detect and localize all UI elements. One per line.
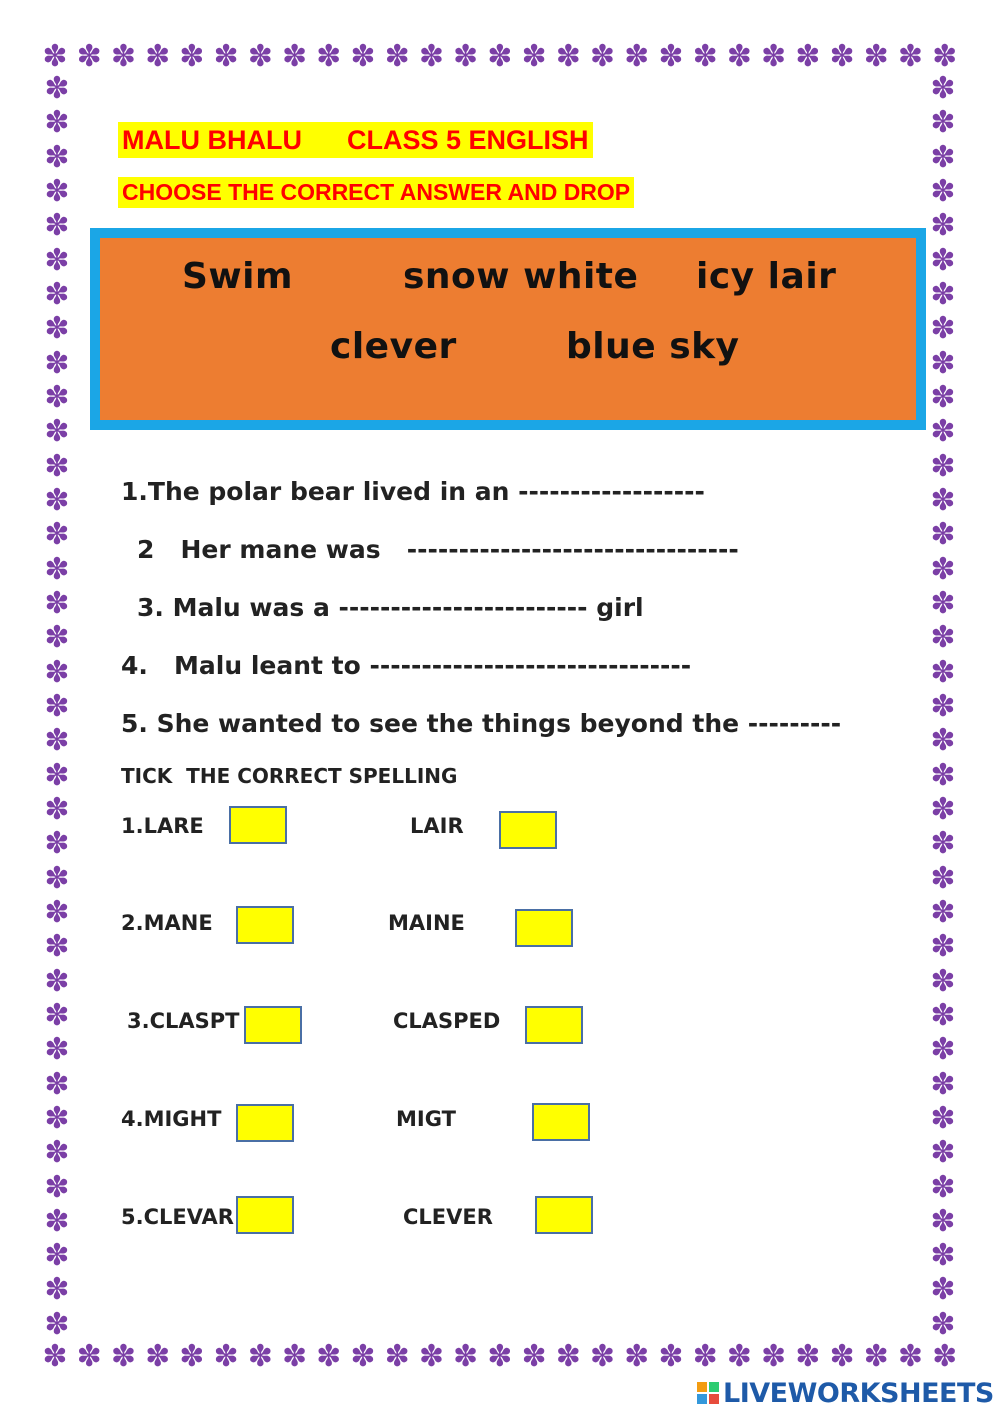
flower-icon: ✽	[42, 1339, 68, 1374]
flower-icon: ✽	[213, 39, 239, 74]
flower-icon: ✽	[930, 139, 956, 175]
flower-icon: ✽	[487, 1339, 513, 1374]
flower-icon: ✽	[930, 620, 956, 656]
tick-box[interactable]	[535, 1196, 593, 1234]
flower-icon: ✽	[930, 208, 956, 244]
flower-icon: ✽	[930, 551, 956, 587]
flower-icon: ✽	[44, 620, 70, 656]
flower-icon: ✽	[930, 1169, 956, 1205]
flower-icon: ✽	[589, 39, 616, 74]
flower-icon: ✽	[829, 1339, 855, 1374]
flower-icon: ✽	[930, 105, 956, 141]
flower-icon: ✽	[44, 379, 70, 415]
flower-icon: ✽	[42, 39, 68, 74]
flower-icon: ✽	[930, 997, 956, 1033]
flower-icon: ✽	[930, 482, 956, 518]
flower-icon: ✽	[829, 39, 855, 74]
question-3: 3. Malu was a ------------------------ girl	[137, 593, 644, 622]
flower-icon: ✽	[930, 311, 956, 347]
word-bank-item[interactable]: snow white	[403, 256, 639, 297]
flower-icon: ✽	[897, 39, 924, 74]
flower-icon: ✽	[44, 1032, 70, 1068]
flower-icon: ✽	[453, 39, 479, 74]
flower-icon: ✽	[930, 585, 956, 621]
flower-icon: ✽	[930, 929, 956, 965]
flower-icon: ✽	[179, 1339, 205, 1374]
flower-icon: ✽	[44, 654, 70, 690]
tick-box[interactable]	[525, 1006, 583, 1044]
flower-icon: ✽	[44, 860, 70, 896]
flower-icon: ✽	[350, 1339, 376, 1374]
word-bank-item[interactable]: blue sky	[566, 326, 740, 367]
tick-box[interactable]	[236, 1196, 294, 1234]
flower-icon: ✽	[110, 39, 136, 74]
flower-icon: ✽	[930, 1203, 956, 1239]
flower-icon: ✽	[930, 791, 956, 827]
tick-box[interactable]	[499, 811, 557, 849]
word-bank-item[interactable]: Swim	[182, 256, 294, 297]
flower-icon: ✽	[44, 105, 70, 141]
flower-icon: ✽	[418, 39, 444, 74]
flower-icon: ✽	[761, 1339, 787, 1374]
flower-icon: ✽	[44, 1272, 70, 1308]
flower-icon: ✽	[555, 39, 581, 74]
flower-icon: ✽	[44, 757, 70, 793]
flower-icon: ✽	[44, 139, 70, 175]
spelling-option-left: 3.CLASPT	[127, 1009, 240, 1033]
flower-icon: ✽	[247, 39, 273, 74]
flower-icon: ✽	[863, 1339, 889, 1374]
flower-icon: ✽	[930, 1306, 956, 1342]
flower-icon: ✽	[726, 1339, 752, 1374]
flower-icon: ✽	[44, 826, 70, 862]
logo-text: LIVEWORKSHEETS	[723, 1377, 994, 1409]
flower-icon: ✽	[44, 1203, 70, 1239]
flower-icon: ✽	[930, 517, 956, 553]
flower-icon: ✽	[145, 1339, 171, 1374]
flower-icon: ✽	[44, 894, 70, 930]
spelling-option-left: 5.CLEVAR	[121, 1205, 234, 1229]
flower-icon: ✽	[932, 39, 958, 74]
spelling-option-right: LAIR	[410, 814, 464, 838]
question-1: 1.The polar bear lived in an ------------------	[121, 477, 705, 506]
flower-icon: ✽	[692, 39, 718, 74]
flower-icon: ✽	[44, 963, 70, 999]
flower-icon: ✽	[44, 997, 70, 1033]
tick-box[interactable]	[229, 806, 287, 844]
liveworksheets-logo-icon	[697, 1382, 719, 1404]
flower-icon: ✽	[44, 688, 70, 724]
flower-icon: ✽	[110, 1339, 136, 1374]
flower-icon: ✽	[281, 1339, 308, 1374]
flower-icon: ✽	[726, 39, 752, 74]
flower-icon: ✽	[930, 757, 956, 793]
flower-icon: ✽	[44, 482, 70, 518]
spelling-option-right: CLEVER	[403, 1205, 493, 1229]
flower-icon: ✽	[930, 1238, 956, 1274]
flower-icon: ✽	[761, 39, 787, 74]
flower-icon: ✽	[932, 1339, 958, 1374]
flower-icon: ✽	[589, 1339, 616, 1374]
flower-icon: ✽	[44, 276, 70, 312]
flower-icon: ✽	[44, 345, 70, 381]
flower-icon: ✽	[487, 39, 513, 74]
flower-icon: ✽	[44, 311, 70, 347]
flower-icon: ✽	[384, 1339, 410, 1374]
tick-box[interactable]	[515, 909, 573, 947]
flower-icon: ✽	[418, 1339, 444, 1374]
flower-icon: ✽	[930, 1272, 956, 1308]
flower-icon: ✽	[76, 1339, 102, 1374]
flower-icon: ✽	[453, 1339, 479, 1374]
flower-icon: ✽	[316, 1339, 342, 1374]
tick-box[interactable]	[244, 1006, 302, 1044]
word-bank-item[interactable]: icy lair	[696, 256, 837, 297]
worksheet-instruction: CHOOSE THE CORRECT ANSWER AND DROP	[118, 177, 634, 208]
flower-icon: ✽	[930, 242, 956, 278]
word-bank	[90, 228, 926, 430]
flower-icon: ✽	[930, 963, 956, 999]
spelling-option-right: MAINE	[388, 911, 465, 935]
flower-icon: ✽	[213, 1339, 239, 1374]
flower-icon: ✽	[44, 585, 70, 621]
spelling-section-title: TICK THE CORRECT SPELLING	[121, 764, 458, 788]
flower-border-left	[40, 71, 74, 1342]
flower-icon: ✽	[44, 71, 70, 106]
flower-icon: ✽	[555, 1339, 581, 1374]
flower-icon: ✽	[624, 39, 650, 74]
flower-icon: ✽	[44, 1066, 70, 1102]
flower-icon: ✽	[521, 1339, 547, 1374]
flower-icon: ✽	[281, 39, 308, 74]
flower-icon: ✽	[44, 1135, 70, 1171]
flower-icon: ✽	[930, 276, 956, 312]
flower-icon: ✽	[930, 894, 956, 930]
flower-icon: ✽	[930, 173, 956, 209]
tick-box[interactable]	[236, 906, 294, 944]
question-2: 2 Her mane was --------------------------------	[137, 535, 739, 564]
flower-icon: ✽	[44, 929, 70, 965]
flower-icon: ✽	[863, 39, 889, 74]
flower-icon: ✽	[316, 39, 342, 74]
flower-border-right	[926, 71, 960, 1342]
spelling-option-left: 1.LARE	[121, 814, 204, 838]
flower-icon: ✽	[44, 173, 70, 209]
flower-icon: ✽	[930, 1032, 956, 1068]
flower-icon: ✽	[624, 1339, 650, 1374]
flower-icon: ✽	[930, 723, 956, 759]
flower-icon: ✽	[930, 71, 956, 106]
flower-icon: ✽	[179, 39, 205, 74]
flower-icon: ✽	[76, 39, 102, 74]
flower-icon: ✽	[930, 860, 956, 896]
flower-border-bottom	[40, 1340, 960, 1374]
flower-icon: ✽	[930, 654, 956, 690]
flower-icon: ✽	[897, 1339, 924, 1374]
flower-icon: ✽	[44, 791, 70, 827]
flower-icon: ✽	[145, 39, 171, 74]
spelling-option-right: CLASPED	[393, 1009, 501, 1033]
flower-icon: ✽	[44, 1100, 70, 1136]
flower-icon: ✽	[44, 723, 70, 759]
flower-icon: ✽	[521, 39, 547, 74]
question-5: 5. She wanted to see the things beyond the ---------	[121, 709, 842, 738]
flower-icon: ✽	[44, 551, 70, 587]
flower-icon: ✽	[658, 39, 684, 74]
flower-icon: ✽	[44, 1238, 70, 1274]
flower-icon: ✽	[350, 39, 376, 74]
flower-icon: ✽	[44, 448, 70, 484]
word-bank-item[interactable]: clever	[330, 326, 457, 367]
flower-icon: ✽	[930, 688, 956, 724]
flower-icon: ✽	[795, 39, 821, 74]
tick-box[interactable]	[236, 1104, 294, 1142]
flower-icon: ✽	[930, 345, 956, 381]
question-4: 4. Malu leant to -------------------------------	[121, 651, 692, 680]
flower-icon: ✽	[930, 1100, 956, 1136]
spelling-option-left: 4.MIGHT	[121, 1107, 222, 1131]
flower-icon: ✽	[44, 517, 70, 553]
flower-icon: ✽	[930, 1135, 956, 1171]
flower-icon: ✽	[44, 414, 70, 450]
flower-icon: ✽	[658, 1339, 684, 1374]
flower-icon: ✽	[930, 379, 956, 415]
flower-icon: ✽	[930, 1066, 956, 1102]
spelling-option-left: 2.MANE	[121, 911, 213, 935]
spelling-option-right: MIGT	[396, 1107, 456, 1131]
flower-icon: ✽	[795, 1339, 821, 1374]
liveworksheets-logo[interactable]	[697, 1376, 994, 1410]
flower-icon: ✽	[44, 208, 70, 244]
flower-border-top	[40, 40, 960, 74]
flower-icon: ✽	[247, 1339, 273, 1374]
flower-icon: ✽	[692, 1339, 718, 1374]
flower-icon: ✽	[384, 39, 410, 74]
flower-icon: ✽	[44, 242, 70, 278]
flower-icon: ✽	[44, 1306, 70, 1342]
flower-icon: ✽	[930, 448, 956, 484]
flower-icon: ✽	[930, 826, 956, 862]
tick-box[interactable]	[532, 1103, 590, 1141]
flower-icon: ✽	[44, 1169, 70, 1205]
flower-icon: ✽	[930, 414, 956, 450]
worksheet-title: MALU BHALU CLASS 5 ENGLISH	[118, 122, 593, 158]
